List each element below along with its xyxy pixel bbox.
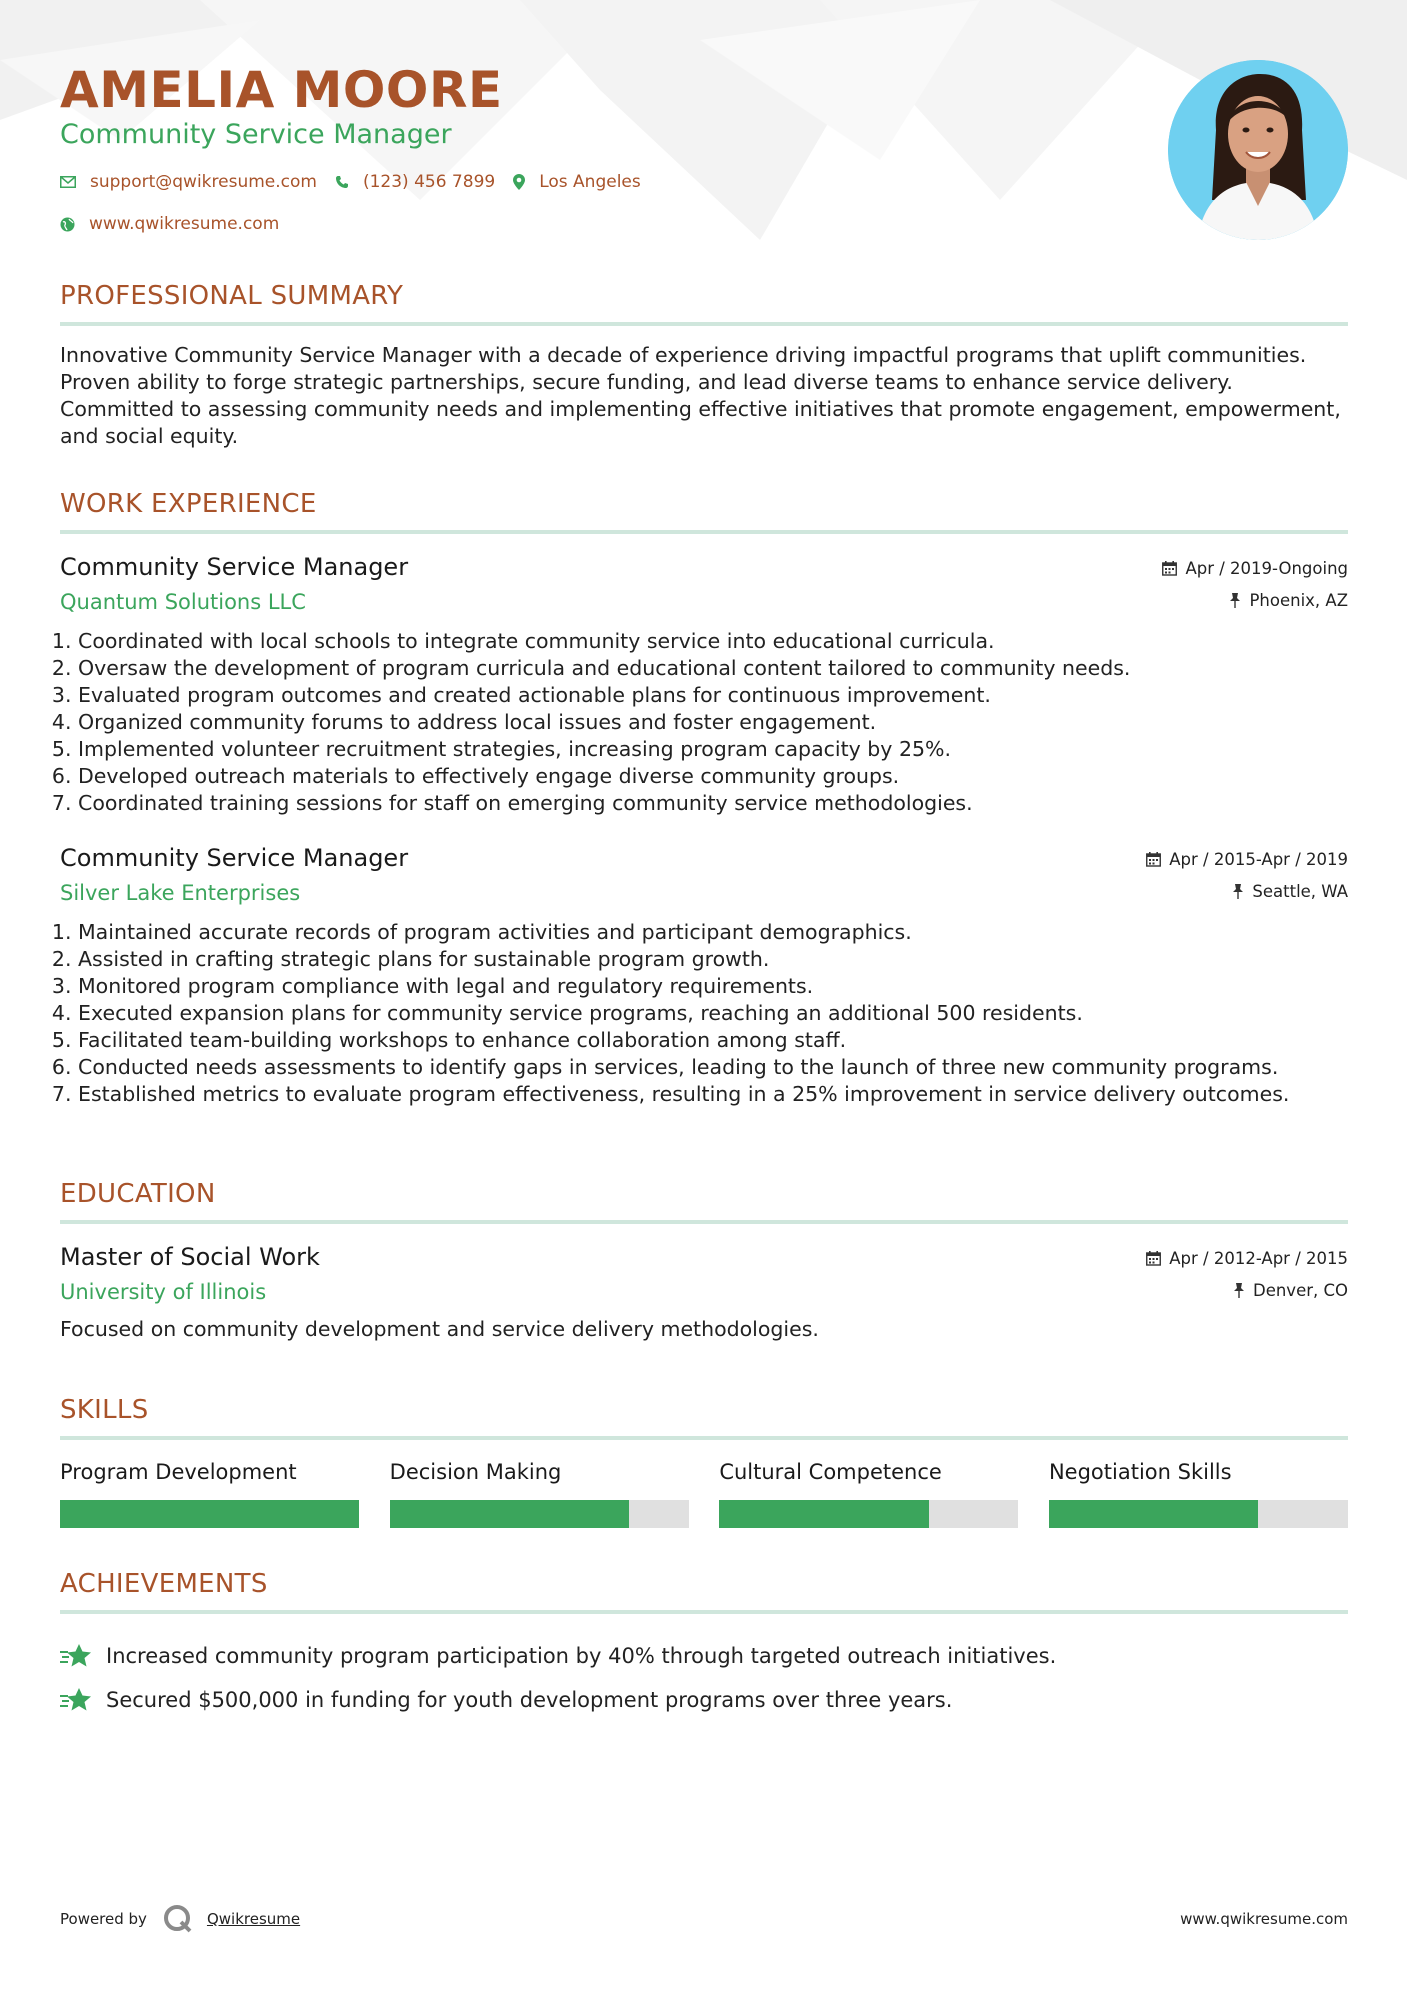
contact-phone[interactable] — [335, 172, 495, 192]
skills-heading: SKILLS — [60, 1395, 149, 1425]
footer-url[interactable]: www.qwikresume.com — [1180, 1910, 1348, 1928]
job-location-text: Seattle, WA — [1252, 881, 1348, 901]
list-item: 2. Assisted in crafting strategic plans for sustainable program growth. — [78, 946, 1348, 973]
summary-section — [60, 280, 1348, 450]
section-divider — [60, 1220, 1348, 1224]
skill-item — [719, 1458, 1018, 1528]
list-item: 6. Developed outreach materials to effectively engage diverse community groups. — [78, 763, 1348, 790]
footer — [60, 1896, 1348, 1936]
achievements-heading: ACHIEVEMENTS — [60, 1569, 268, 1599]
qwikresume-link[interactable]: Qwikresume — [206, 1910, 301, 1928]
job-entry — [60, 552, 1348, 817]
education-location — [1146, 1278, 1348, 1302]
avatar-illustration — [1168, 60, 1348, 240]
list-item: 1. Maintained accurate records of program activities and participant demographics. — [78, 919, 1348, 946]
achievements-list — [60, 1634, 1348, 1722]
skill-label: Decision Making — [389, 1460, 562, 1484]
skill-label: Negotiation Skills — [1048, 1460, 1232, 1484]
achievement-text: Increased community program participation by 40% through targeted outreach initiatives. — [106, 1644, 1057, 1668]
job-location — [1146, 879, 1348, 903]
list-item: 3. Evaluated program outcomes and created actionable plans for continuous improvement. — [78, 682, 1348, 709]
education-dates — [1146, 1246, 1348, 1270]
skill-label: Cultural Competence — [719, 1460, 942, 1484]
education-dates-text: Apr / 2012-Apr / 2015 — [1169, 1248, 1348, 1268]
job-dates — [1162, 556, 1348, 580]
contact-row-website — [60, 214, 297, 234]
pushpin-icon — [1229, 593, 1241, 608]
envelope-icon — [60, 176, 76, 188]
list-item: 5. Facilitated team-building workshops to enhance collaboration among staff. — [78, 1027, 1348, 1054]
education-description: Focused on community development and service delivery methodologies. — [60, 1317, 819, 1341]
contact-website[interactable] — [60, 214, 279, 234]
achievement-item — [60, 1678, 1348, 1722]
section-divider — [60, 1610, 1348, 1614]
job-meta — [1146, 847, 1348, 911]
pushpin-icon — [1233, 1283, 1245, 1298]
achievements-section — [60, 1568, 1348, 1722]
job-dates-text: Apr / 2015-Apr / 2019 — [1169, 849, 1348, 869]
star-award-icon — [60, 1687, 92, 1713]
section-divider — [60, 530, 1348, 534]
website-text: www.qwikresume.com — [89, 214, 280, 234]
job-title: Community Service Manager — [60, 844, 409, 872]
job-dates-text: Apr / 2019-Ongoing — [1185, 558, 1348, 578]
list-item: 5. Implemented volunteer recruitment strategies, increasing program capacity by 25%. — [78, 736, 1348, 763]
skill-bar — [390, 1500, 689, 1528]
degree: Master of Social Work — [60, 1243, 320, 1271]
job-bullets — [60, 919, 1348, 1108]
list-item: 6. Conducted needs assessments to identify gaps in services, leading to the launch of three new community programs. — [78, 1054, 1348, 1081]
skill-bar — [1049, 1500, 1348, 1528]
qwikresume-logo-icon — [163, 1904, 193, 1934]
skill-bar-fill — [390, 1500, 629, 1528]
list-item: 4. Organized community forums to address local issues and foster engagement. — [78, 709, 1348, 736]
achievement-item — [60, 1634, 1348, 1678]
calendar-icon — [1146, 1251, 1161, 1266]
job-location — [1162, 588, 1348, 612]
experience-heading: WORK EXPERIENCE — [60, 489, 317, 519]
powered-by-label: Powered by — [60, 1910, 147, 1928]
location-text: Los Angeles — [539, 172, 641, 192]
candidate-name: AMELIA MOORE — [60, 61, 503, 119]
section-divider — [60, 1436, 1348, 1440]
phone-text: (123) 456 7899 — [362, 172, 496, 192]
skill-item — [1049, 1458, 1348, 1528]
job-meta — [1162, 556, 1348, 620]
education-entry — [60, 1242, 1348, 1343]
achievement-text: Secured $500,000 in funding for youth development programs over three years. — [106, 1688, 953, 1712]
skill-bar-fill — [719, 1500, 928, 1528]
job-company: Quantum Solutions LLC — [60, 590, 306, 614]
job-dates — [1146, 847, 1348, 871]
email-text: support@qwikresume.com — [90, 172, 317, 192]
candidate-title: Community Service Manager — [60, 119, 452, 150]
list-item: 7. Coordinated training sessions for staff on emerging community service methodologies. — [78, 790, 1348, 817]
section-divider — [60, 322, 1348, 326]
list-item: 2. Oversaw the development of program curricula and educational content tailored to community needs. — [78, 655, 1348, 682]
education-location-text: Denver, CO — [1252, 1280, 1348, 1300]
job-bullets — [60, 628, 1348, 817]
job-company: Silver Lake Enterprises — [60, 881, 301, 905]
skills-section — [60, 1394, 1348, 1528]
school: University of Illinois — [60, 1280, 267, 1304]
globe-icon — [60, 217, 75, 232]
skills-list — [60, 1458, 1348, 1528]
phone-icon — [335, 175, 349, 189]
skill-bar — [719, 1500, 1018, 1528]
pushpin-icon — [1232, 884, 1244, 899]
job-title: Community Service Manager — [60, 553, 409, 581]
skill-bar-fill — [60, 1500, 359, 1528]
list-item: 4. Executed expansion plans for community service programs, reaching an additional 500 residents. — [78, 1000, 1348, 1027]
contact-row — [60, 172, 659, 192]
skill-item — [390, 1458, 689, 1528]
summary-text: Innovative Community Service Manager with a decade of experience driving impactful programs that uplift communities. Proven ability to forge strategic partnerships, secure funding, and lead diverse teams to enhance service delivery. Committed to assessing community needs and implementing effective initiatives that promote engagement, empowerment, and social equity. — [60, 343, 1341, 448]
star-award-icon — [60, 1643, 92, 1669]
calendar-icon — [1162, 561, 1177, 576]
calendar-icon — [1146, 852, 1161, 867]
map-pin-icon — [513, 174, 525, 190]
summary-heading: PROFESSIONAL SUMMARY — [60, 281, 404, 311]
education-meta — [1146, 1246, 1348, 1310]
education-section — [60, 1178, 1348, 1343]
powered-by — [60, 1904, 300, 1934]
job-location-text: Phoenix, AZ — [1249, 590, 1348, 610]
skill-bar — [60, 1500, 359, 1528]
skill-item — [60, 1458, 359, 1528]
contact-email[interactable] — [60, 172, 317, 192]
skill-bar-fill — [1049, 1500, 1258, 1528]
list-item: 3. Monitored program compliance with legal and regulatory requirements. — [78, 973, 1348, 1000]
experience-section — [60, 488, 1348, 1108]
profile-photo — [1168, 60, 1348, 240]
contact-location — [513, 172, 641, 192]
list-item: 1. Coordinated with local schools to integrate community service into educational curricula. — [78, 628, 1348, 655]
skill-label: Program Development — [60, 1460, 297, 1484]
education-heading: EDUCATION — [60, 1179, 216, 1209]
job-entry — [60, 843, 1348, 1108]
list-item: 7. Established metrics to evaluate program effectiveness, resulting in a 25% improvement in service delivery outcomes. — [78, 1081, 1348, 1108]
